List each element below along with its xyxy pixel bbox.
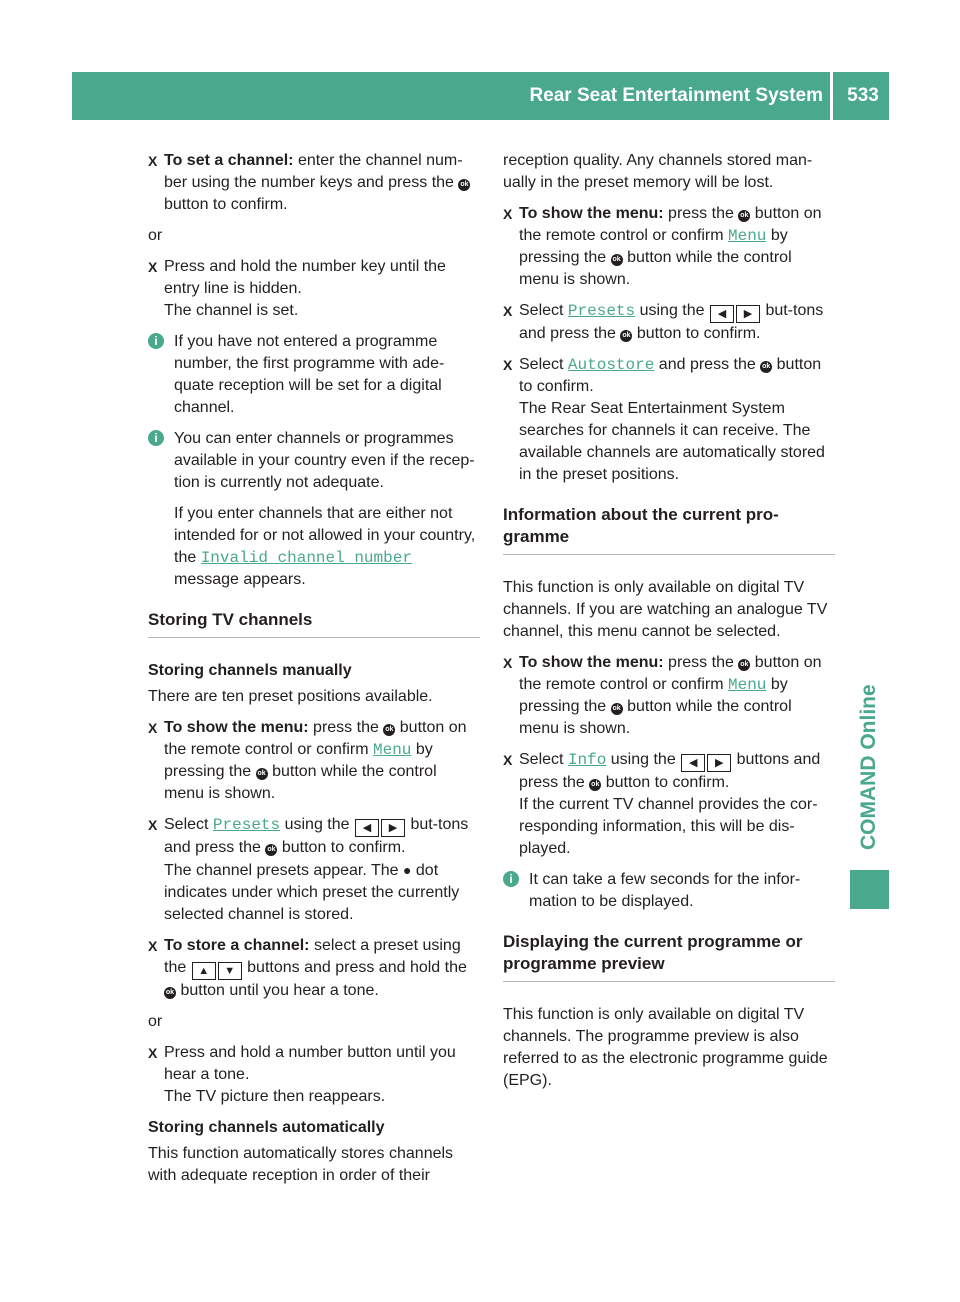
right-arrow-icon: ▶ [381,819,405,837]
header-divider [830,72,833,120]
step-show-menu: X To show the menu: press the ok button on the remote control or confirm Menu by pressing the ok button while the control menu is shown. [148,719,467,802]
info-icon: i [503,871,519,887]
down-arrow-icon: ▼ [218,962,242,980]
info-note: i You can enter channels or programmes available in your country even if the recep-tion is currently not adequate. If you enter channels that are either not intended for or not allowed in your country, the Invalid channel number message appears. [148,428,480,591]
step-press-hold: X Press and hold the number key until the entry line is hidden. The channel is set. [148,258,446,319]
step-select-info: X Select Info using the ◀ ▶ buttons and press the ok button to confirm. If the current TV channel provides the cor-responding information, this will be dis-played. [503,751,821,857]
ok-icon: ok [620,330,632,342]
ok-icon: ok [383,724,395,736]
up-arrow-icon: ▲ [192,962,216,980]
step-store-channel: X To store a channel: select a preset using the ▲ ▼ buttons and press and hold the ok button until you hear a tone. [148,937,467,999]
display-message: Invalid channel number [200,549,412,567]
ok-icon: ok [265,844,277,856]
step-marker-icon: X [503,655,513,671]
step-marker-icon: X [503,752,513,768]
step-show-menu: X To show the menu: press the ok button on the remote control or confirm Menu by pressing the ok button while the control menu is shown. [503,205,822,288]
step-marker-icon: X [503,206,513,222]
subsection-heading: Storing channels manually [148,662,352,679]
section-heading: Storing TV channels [148,609,480,638]
header-bar [72,72,889,120]
menu-item: Autostore [567,356,655,374]
menu-item: Presets [567,302,636,320]
step-set-channel: X To set a channel: enter the channel num-ber using the number keys and press the ok button to confirm. [148,152,469,213]
step-select-presets: X Select Presets using the ◀ ▶ but-tons and press the ok button to confirm. [503,302,824,342]
header-title: Rear Seat Entertainment System [529,85,823,106]
left-arrow-icon: ◀ [355,819,379,837]
ok-icon: ok [164,987,176,999]
or-text: or [148,227,163,244]
step-marker-icon: X [148,720,158,736]
step-autostore: X Select Autostore and press the ok button to confirm. The Rear Seat Entertainment System searches for channels it can receive. The available channels are automatically stored in the preset positions. [503,356,825,483]
ok-icon: ok [611,703,623,715]
step-marker-icon: X [148,153,158,169]
info-icon: i [148,333,164,349]
or-text: or [148,1013,163,1030]
left-arrow-icon: ◀ [681,754,705,772]
menu-item: Menu [727,676,767,694]
subsection-heading: Storing channels automatically [148,1119,385,1136]
step-press-number: X Press and hold a number button until you hear a tone. The TV picture then reappears. [148,1044,456,1105]
ok-icon: ok [458,179,470,191]
right-arrow-icon: ▶ [707,754,731,772]
info-note: i If you have not entered a programme number, the first programme with ade-quate reception will be set for a digital channel. [148,331,480,419]
info-icon: i [148,430,164,446]
ok-icon: ok [760,361,772,373]
ok-icon: ok [738,210,750,222]
section-heading: Displaying the current programme or programme preview [503,931,835,982]
right-column: reception quality. Any channels stored man-ually in the preset memory will be lost. X To show the menu: press the ok button on the remote control or confirm Menu by pressing the ok button while the control menu is shown. X Select Presets using the ◀ ▶ but-tons and press the ok button to confirm. X Select Autostore and press the ok button to confirm. The Rear Seat Entertainment System searches for channels it can receive. The available channels are automatically stored in the preset positions. Information about the current pro-gramme This function is only available on digital TV channels. If you are watching an analogue TV channel, this menu cannot be selected. X To show the menu: press the ok button on the remote control or confirm Menu by pressing the ok button while the control menu is shown. X Select Info using the ◀ ▶ buttons and press the ok button to confirm. If the current TV channel provides the cor-responding information, this will be dis-played. i It can take a few seconds for the infor-mation to be displayed. Displaying the current programme or programme preview This function is only available on digital TV channels. The programme preview is also referred to as the electronic programme guide (EPG). [503,150,835,1101]
side-tab-block [850,870,889,909]
step-marker-icon: X [148,259,158,275]
menu-item: Menu [372,741,412,759]
info-note: i It can take a few seconds for the infor-mation to be displayed. [503,869,835,913]
ok-icon: ok [738,659,750,671]
menu-item: Presets [212,816,281,834]
step-marker-icon: X [503,357,513,373]
section-heading: Information about the current pro-gramme [503,504,835,555]
left-column: X To set a channel: enter the channel num-ber using the number keys and press the ok button to confirm. or X Press and hold the number key until the entry line is hidden. The channel is set. i If you have not entered a programme number, the first programme with ade-quate reception will be set for a digital channel. i You can enter channels or programmes available in your country even if the recep-tion is currently not adequate. If you enter channels that are either not intended for or not allowed in your country, the Invalid channel number message appears. Storing TV channels Storing channels manually There are ten preset positions available. X To show the menu: press the ok button on the remote control or confirm Menu by pressing the ok button while the control menu is shown. X Select Presets using the ◀ ▶ but-tons and press the ok button to confirm. The channel presets appear. The ● dot indicates under which preset the currently selected channel is stored. X To store a channel: select a preset using the ▲ ▼ buttons and press and hold the ok button until you hear a tone. or X Press and hold a number button until you hear a tone. The TV picture then reappears. Storing channels automatically This function automatically stores channels with adequate reception in order of their [148,150,480,1196]
page-number: 533 [847,85,879,106]
menu-item: Menu [727,227,767,245]
preset-dot-icon: ● [402,862,412,878]
left-arrow-icon: ◀ [710,305,734,323]
step-marker-icon: X [503,303,513,319]
side-tab-label: COMAND Online [857,684,880,850]
step-marker-icon: X [148,938,158,954]
ok-icon: ok [589,779,601,791]
menu-item: Info [567,751,607,769]
step-show-menu: X To show the menu: press the ok button on the remote control or confirm Menu by pressing the ok button while the control menu is shown. [503,654,822,737]
step-marker-icon: X [148,817,158,833]
step-marker-icon: X [148,1045,158,1061]
ok-icon: ok [256,768,268,780]
step-select-presets: X Select Presets using the ◀ ▶ but-tons and press the ok button to confirm. The channel presets appear. The ● dot indicates under which preset the currently selected channel is stored. [148,816,469,923]
ok-icon: ok [611,254,623,266]
right-arrow-icon: ▶ [736,305,760,323]
